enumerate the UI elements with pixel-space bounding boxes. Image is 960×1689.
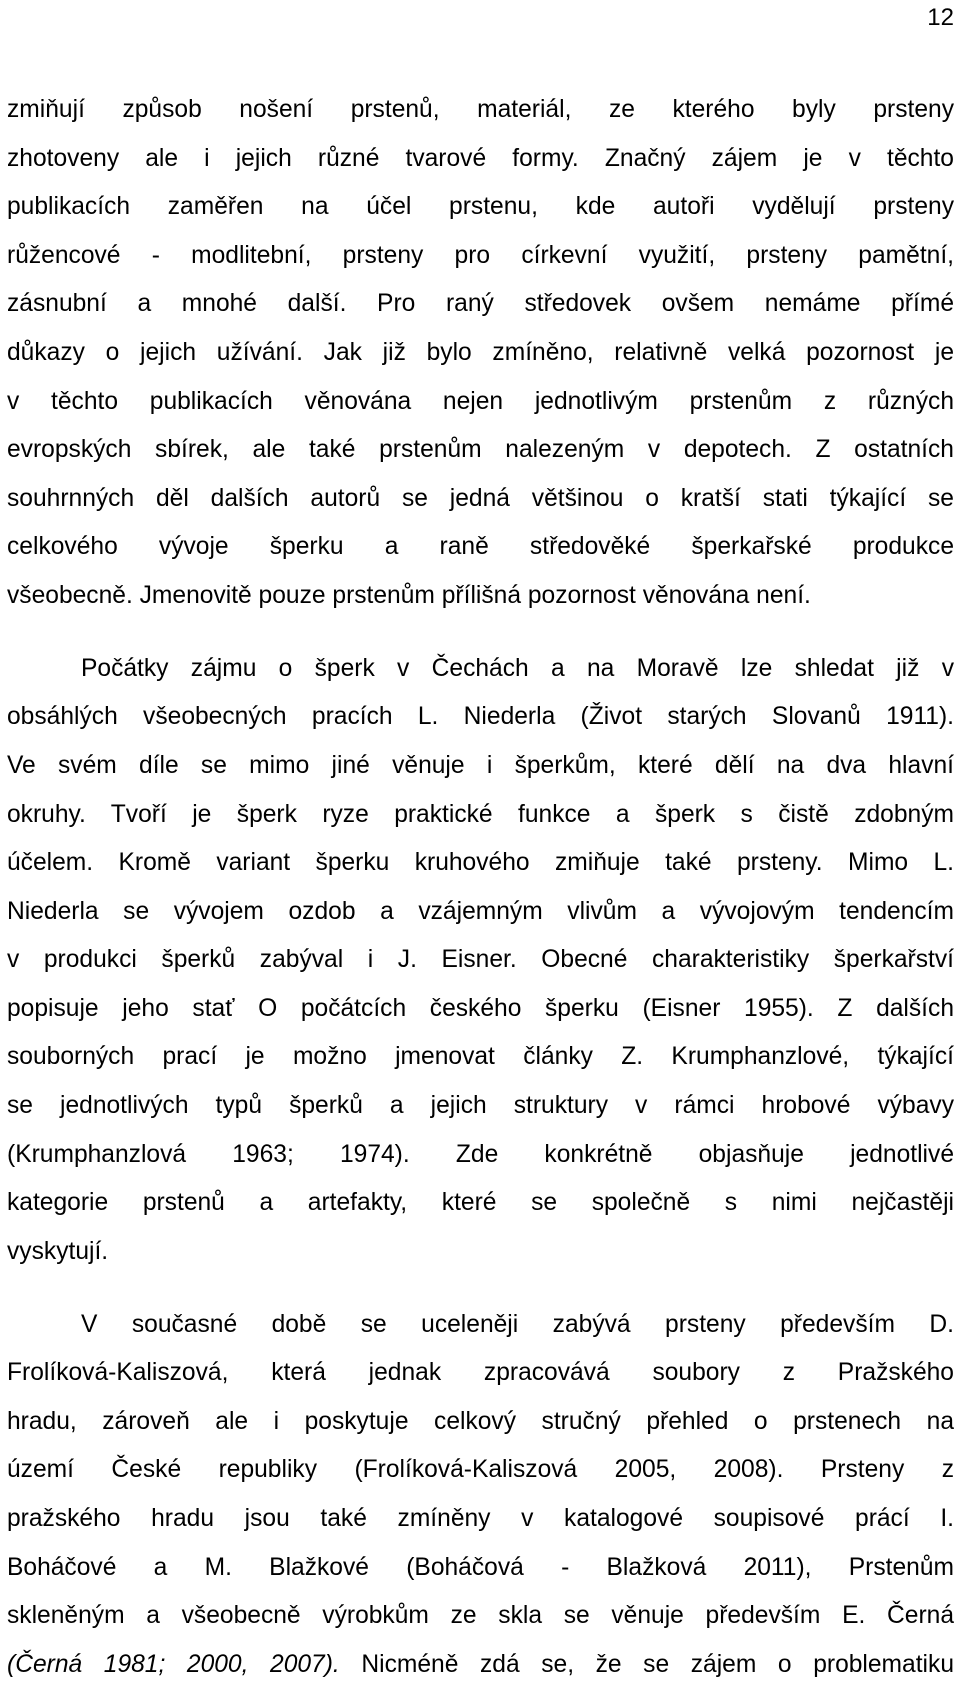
text-line: Ve svém díle se mimo jiné věnuje i šperkům, které dělí na dva hlavní [7, 751, 954, 779]
citation-italic: (Černá 1981; 2000, 2007). [7, 1650, 340, 1678]
text-line [7, 1641, 954, 1689]
text-line: Boháčové a M. Blažkové (Boháčová - Blažková 2011), Prstenům [7, 1553, 954, 1581]
text-line: zmiňují způsob nošení prstenů, materiál, ze kterého byly prsteny [7, 96, 954, 123]
document-body [7, 86, 954, 1689]
text-line: účelem. Kromě variant šperku kruhového zmiňuje také prsteny. Mimo L. [7, 849, 954, 877]
text-line: skleněným a všeobecně výrobkům ze skla se věnuje především E. Černá [7, 1602, 954, 1630]
text-line: souhrnných děl dalších autorů se jedná většinou o kratší stati týkající se [7, 484, 954, 512]
paragraph-gap [7, 1276, 954, 1300]
text-line: (Krumphanzlová 1963; 1974). Zde konkrétně objasňuje jednotlivé [7, 1140, 954, 1168]
text-line: kategorie prstenů a artefakty, které se společně s nimi nejčastěji [7, 1189, 954, 1217]
text-line: růžencové - modlitební, prsteny pro církevní využití, prsteny pamětní, [7, 241, 954, 269]
paragraph-2 [7, 645, 954, 1277]
paragraph-3 [7, 1301, 954, 1689]
text-line: v těchto publikacích věnována nejen jednotlivým prstenům z různých [7, 387, 954, 415]
page-number: 12 [927, 4, 954, 31]
text-line: vyskytují. [7, 1237, 109, 1265]
text-line: souborných prací je možno jmenovat články Z. Krumphanzlové, týkající [7, 1043, 954, 1071]
text-line: všeobecně. Jmenovitě pouze prstenům přílišná pozornost věnována není. [7, 581, 811, 609]
text-line: se jednotlivých typů šperků a jejich struktury v rámci hrobové výbavy [7, 1092, 954, 1120]
text-line: Frolíková-Kaliszová, která jednak zpracovává soubory z Pražského [7, 1359, 954, 1387]
text-line: v produkci šperků zabýval i J. Eisner. Obecné charakteristiky šperkařství [7, 946, 954, 974]
text-line: území České republiky (Frolíková-Kaliszová 2005, 2008). Prsteny z [7, 1456, 954, 1484]
text-line: Počátky zájmu o šperk v Čechách a na Moravě lze shledat již v [81, 654, 954, 682]
text-line: zásnubní a mnohé další. Pro raný středovek ovšem nemáme přímé [7, 290, 954, 318]
text-line: popisuje jeho stať O počátcích českého šperku (Eisner 1955). Z dalších [7, 994, 954, 1022]
paragraph-gap [7, 621, 954, 645]
text-line: zhotoveny ale i jejich různé tvarové formy. Značný zájem je v těchto [7, 144, 954, 172]
text-line: celkového vývoje šperku a raně středověké šperkařské produkce [7, 533, 954, 561]
text-fragment: Nicméně zdá se, že se zájem o problematiku [339, 1650, 954, 1678]
text-line: obsáhlých všeobecných pracích L. Niederla (Život starých Slovanů 1911). [7, 703, 954, 731]
paragraph-1 [7, 86, 954, 621]
text-line: okruhy. Tvoří je šperk ryze praktické funkce a šperk s čistě zdobným [7, 800, 954, 828]
text-line: Niederla se vývojem ozdob a vzájemným vlivům a vývojovým tendencím [7, 897, 954, 925]
text-line: pražského hradu jsou také zmíněny v katalogové soupisové prácí I. [7, 1505, 954, 1532]
text-line: hradu, zároveň ale i poskytuje celkový stručný přehled o prstenech na [7, 1407, 954, 1435]
text-line: V současné době se uceleněji zabývá prsteny především D. [81, 1310, 954, 1338]
text-line: důkazy o jejich užívání. Jak již bylo zmíněno, relativně velká pozornost je [7, 338, 954, 366]
text-line: publikacích zaměřen na účel prstenu, kde autoři vydělují prsteny [7, 193, 954, 221]
text-line: evropských sbírek, ale také prstenům nalezeným v depotech. Z ostatních [7, 436, 954, 464]
